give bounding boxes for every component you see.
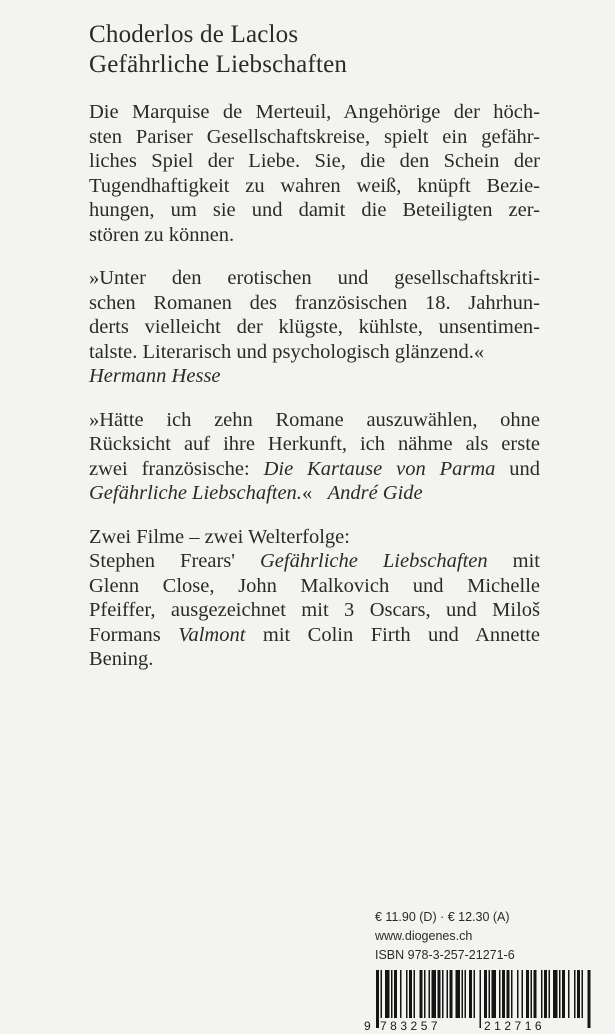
barcode-bar [577, 970, 580, 1018]
barcode-bar [531, 970, 533, 1018]
text-fragment: und [495, 457, 541, 480]
film-title: Gefährliche Liebschaften [259, 550, 488, 572]
gide-quote [89, 408, 540, 506]
barcode-bar [492, 970, 497, 1018]
barcode-bar [507, 970, 510, 1018]
barcode-bar [429, 970, 431, 1018]
barcode-bar [522, 970, 524, 1018]
text-fragment: « [301, 482, 328, 504]
book-header [89, 20, 540, 80]
barcode-digits-right: 212716 [484, 1019, 546, 1032]
text-line: stören zu können. [89, 223, 235, 246]
quote-author: Hermann Hesse [89, 365, 221, 387]
barcode-graphic [360, 970, 600, 1032]
barcode-bar [582, 970, 584, 1018]
text-fragment: Stephen Frears' [89, 550, 260, 572]
barcode-bar [588, 970, 591, 1028]
book-reference: Die Kartause von Parma [263, 457, 496, 480]
text-line [89, 623, 540, 648]
text-line: Die Marquise de Merteuil, Angehörige der höch- [89, 101, 540, 123]
barcode-bar [474, 970, 476, 1018]
barcode-bar [559, 970, 561, 1018]
barcode-bar [553, 970, 558, 1018]
barcode-bar [465, 970, 467, 1018]
barcode-bar [385, 970, 390, 1018]
isbn-barcode [360, 970, 600, 1032]
text-line: sten Pariser Gesellschaftskreise, spielt ein gefähr- [89, 125, 540, 148]
barcode-bar [568, 970, 570, 1018]
barcode-bar [511, 970, 513, 1018]
barcode-bar [406, 970, 408, 1018]
text-line: Tugendhaftigkeit zu wahren weiß, knüpft Bezie- [89, 174, 540, 197]
barcode-bar [517, 970, 519, 1018]
text-line [89, 457, 540, 482]
blurb-paragraph [89, 100, 540, 247]
barcode-bar [534, 970, 537, 1018]
text-line: Glenn Close, John Malkovich und Michelle [89, 574, 540, 597]
barcode-digit-lead: 9 [364, 1019, 371, 1032]
barcode-bar [381, 970, 383, 1018]
barcode-bar [432, 970, 437, 1018]
barcode-bar [391, 970, 393, 1018]
text-line: Bening. [89, 648, 154, 670]
text-line [89, 549, 540, 574]
barcode-bar [400, 970, 402, 1018]
barcode-bar [502, 970, 505, 1018]
text-line: »Unter den erotischen und gesellschaftskriti- [89, 267, 540, 289]
text-line: Rücksicht auf ihre Herkunft, ich nähme als erste [89, 433, 540, 455]
isbn-label: ISBN 978-3-257-21271-6 [375, 948, 515, 962]
barcode-digits-left: 783257 [380, 1019, 442, 1032]
barcode-bar [409, 970, 412, 1018]
barcode-bar [420, 970, 423, 1018]
hesse-quote [89, 266, 540, 389]
films-paragraph [89, 525, 540, 672]
text-fragment: mit Colin Firth und Annette [245, 623, 540, 646]
text-line: liches Spiel der Liebe. Sie, die den Schein der [89, 150, 540, 172]
quote-author: André Gide [327, 482, 423, 504]
barcode-bar [438, 970, 441, 1018]
text-fragment: Formans [89, 623, 179, 646]
author-name: Choderlos de Laclos [89, 21, 299, 48]
book-title: Gefährliche Liebschaften [89, 51, 348, 78]
book-reference: Gefährliche Liebschaften. [89, 482, 302, 504]
barcode-bar [562, 970, 565, 1018]
text-line: Pfeiffer, ausgezeichnet mit 3 Oscars, und Miloš [89, 599, 540, 621]
text-line: talste. Literarisch und psychologisch glänzend.« [89, 340, 485, 363]
barcode-bar [541, 970, 543, 1018]
text-fragment: zwei französische: [89, 457, 264, 480]
text-line: derts vielleicht der klügste, kühlste, unsentimen- [89, 316, 540, 338]
barcode-bar [480, 970, 482, 1028]
text-fragment: mit [487, 550, 540, 572]
barcode-bar [526, 970, 529, 1018]
publisher-website: www.diogenes.ch [375, 929, 473, 943]
barcode-bar [456, 970, 461, 1018]
text-line: schen Romanen des französischen 18. Jahrhun- [89, 291, 540, 314]
text-line: hungen, um sie und damit die Beteiligten zer- [89, 199, 540, 221]
back-cover-text [89, 20, 540, 691]
barcode-bar [469, 970, 472, 1018]
barcode-bar [462, 970, 464, 1018]
price-label: € 11.90 (D) · € 12.30 (A) [375, 910, 510, 924]
text-line: »Hätte ich zehn Romane auszuwählen, ohne [89, 408, 540, 431]
text-line [89, 481, 540, 506]
barcode-bar [544, 970, 547, 1018]
barcode-bar [376, 970, 379, 1028]
barcode-bar [394, 970, 397, 1018]
barcode-bar [450, 970, 453, 1018]
barcode-bar [484, 970, 487, 1018]
barcode-bar [414, 970, 416, 1018]
barcode-bar [447, 970, 449, 1018]
barcode-bar [489, 970, 491, 1018]
barcode-bar [442, 970, 444, 1018]
barcode-bar [499, 970, 501, 1018]
text-line: Zwei Filme – zwei Welterfolge: [89, 525, 350, 548]
film-title: Valmont [178, 623, 246, 646]
barcode-bar [574, 970, 576, 1018]
barcode-bar [549, 970, 551, 1018]
barcode-bar [424, 970, 426, 1018]
imprint-block [375, 908, 590, 965]
